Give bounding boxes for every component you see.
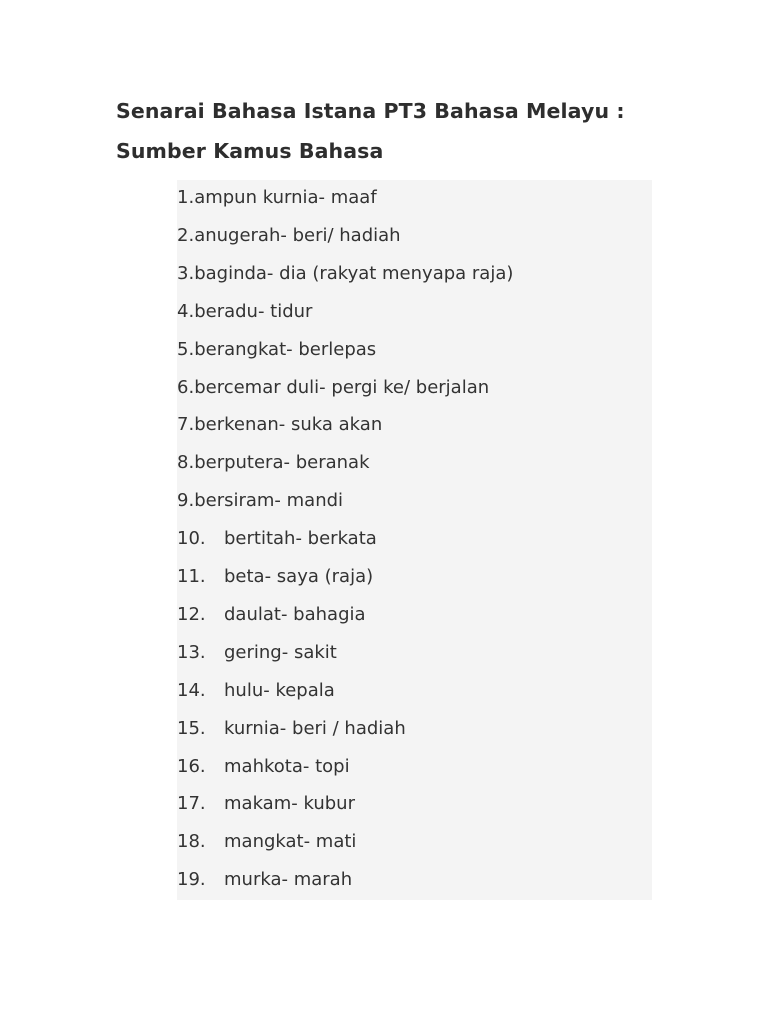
list-item-text: bersiram- mandi [194,490,344,512]
list-item-text: murka- marah [224,869,353,891]
list-item-text: bercemar duli- pergi ke/ berjalan [194,376,490,398]
list-item [177,451,370,475]
list-item [177,186,377,210]
word-list-panel [177,180,652,900]
list-item-number: 16. [177,755,206,777]
list-item-number: 15. [177,717,206,739]
list-item-number: 7. [177,414,195,436]
list-item-text: kurnia- beri / hadiah [224,717,406,739]
list-item [177,717,406,741]
list-item [177,338,376,362]
list-item [177,413,382,437]
list-item [177,679,335,703]
list-item [177,262,513,286]
list-item [177,565,373,589]
list-item-text: daulat- bahagia [224,603,366,625]
list-item [177,300,312,324]
list-item-number: 4. [177,300,195,322]
list-item [177,527,377,551]
list-item-number: 3. [177,262,195,284]
list-item [177,792,355,816]
list-item [177,868,352,892]
list-item-number: 9. [177,490,195,512]
list-item-number: 2. [177,224,195,246]
list-item-text: berangkat- berlepas [194,338,377,360]
list-item-text: mahkota- topi [224,755,350,777]
list-item-text: mangkat- mati [224,831,357,853]
list-item-text: berputera- beranak [194,452,370,474]
list-item-number: 11. [177,566,206,587]
list-item [177,641,337,665]
list-item-text: gering- sakit [224,641,337,663]
list-item [177,376,489,400]
list-item-number: 8. [177,452,195,474]
list-item-number: 6. [177,376,195,398]
list-item-text: anugerah- beri/ hadiah [194,224,401,246]
list-item-text: beradu- tidur [194,300,313,322]
list-item-number: 18. [177,831,206,853]
list-item-number: 10. [177,528,206,550]
list-item-text: bertitah- berkata [224,528,377,550]
list-item-number: 14. [177,679,206,701]
list-item-number: 1. [177,187,195,208]
list-item-number: 13. [177,641,206,663]
list-item-number: 17. [177,793,206,815]
list-item [177,489,343,513]
list-item-number: 19. [177,869,206,891]
list-item-number: 12. [177,603,206,625]
document-title-line-1: Senarai Bahasa Istana PT3 Bahasa Melayu : [116,99,625,123]
list-item [177,224,401,248]
list-item-text: ampun kurnia- maaf [194,187,377,208]
list-item-text: hulu- kepala [224,679,335,701]
list-item-text: beta- saya (raja) [224,566,374,587]
list-item-number: 5. [177,338,195,360]
list-item [177,603,366,627]
list-item-text: baginda- dia (rakyat menyapa raja) [194,262,514,284]
list-item [177,755,350,779]
list-item-text: makam- kubur [224,793,355,815]
list-item-text: berkenan- suka akan [194,414,383,436]
list-item [177,830,356,854]
document-title-line-2: Sumber Kamus Bahasa [116,139,384,163]
